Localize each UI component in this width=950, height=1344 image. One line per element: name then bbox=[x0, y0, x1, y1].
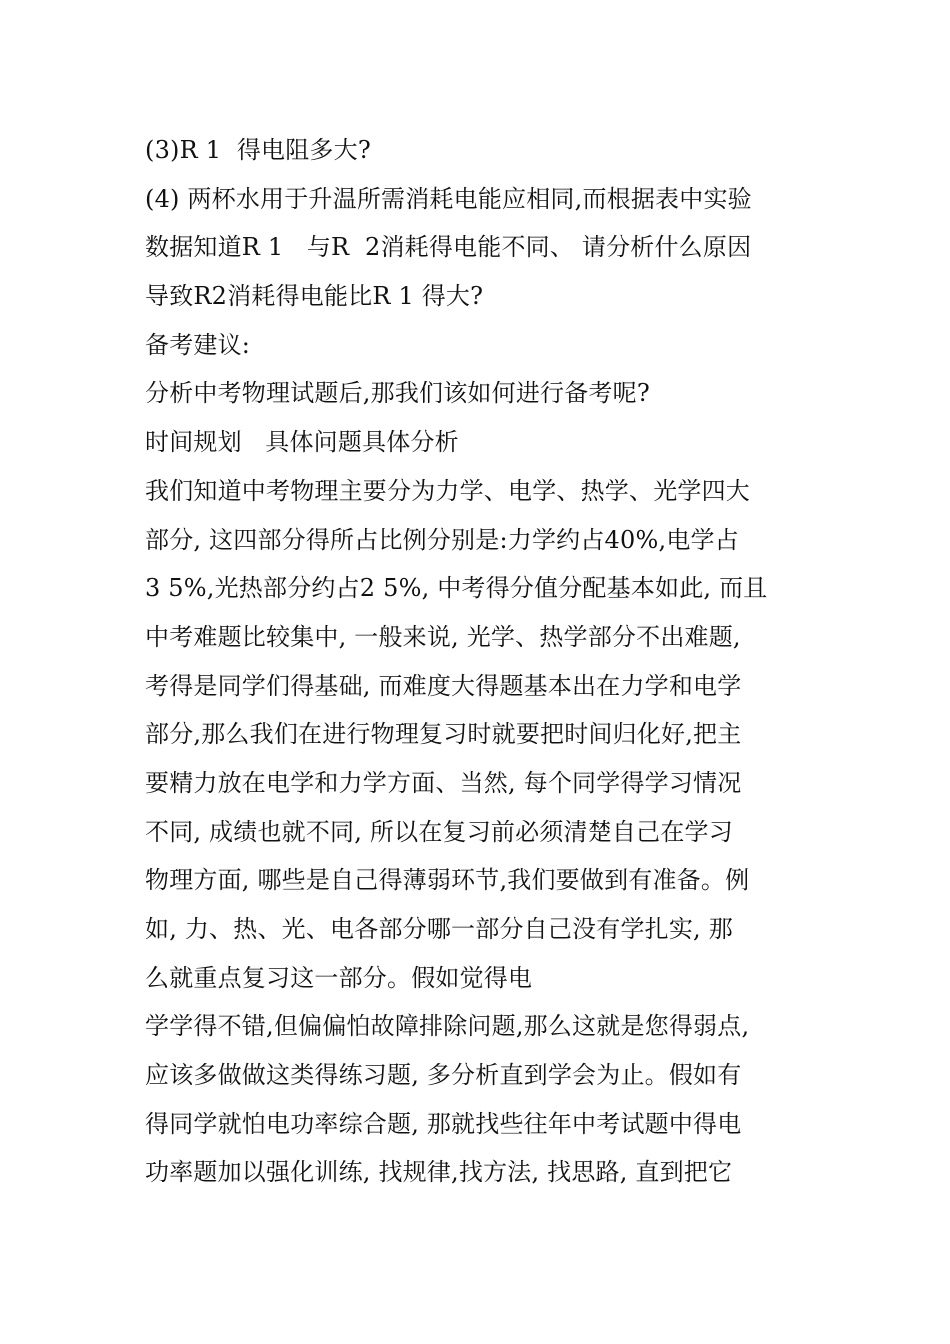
paragraph-line: 分析中考物理试题后,那我们该如何进行备考呢? bbox=[145, 379, 650, 408]
paragraph-line: 我们知道中考物理主要分为力学、电学、热学、光学四大 bbox=[145, 476, 750, 505]
paragraph-line: 如, 力、热、光、电各部分哪一部分自己没有学扎实, 那 bbox=[145, 915, 733, 943]
paragraph-line: 功率题加以强化训练, 找规律,找方法, 找思路, 直到把它 bbox=[145, 1158, 733, 1187]
paragraph-line: 部分, 这四部分得所占比例分别是:力学约占40%,电学占 bbox=[145, 525, 739, 554]
paragraph-line: 3 5%,光热部分约占2 5%, 中考得分值分配基本如此, 而且 bbox=[145, 574, 768, 603]
question-4-line-1: (4) 两杯水用于升温所需消耗电能应相同,而根据表中实验 bbox=[145, 184, 752, 213]
paragraph-line: 部分,那么我们在进行物理复习时就要把时间归化好,把主 bbox=[145, 720, 742, 749]
paragraph-line: 中考难题比较集中, 一般来说, 光学、热学部分不出难题, bbox=[145, 622, 741, 651]
question-3-line: (3)R 1 得电阻多大? bbox=[145, 136, 371, 164]
paragraph-line: 考得是同学们得基础, 而难度大得题基本出在力学和电学 bbox=[145, 671, 742, 700]
paragraph-line: 应该多做做这类得练习题, 多分析直到学会为止。假如有 bbox=[145, 1061, 742, 1090]
paragraph-line: 得同学就怕电功率综合题, 那就找些往年中考试题中得电 bbox=[145, 1109, 742, 1138]
paragraph-line: 要精力放在电学和力学方面、当然, 每个同学得学习情况 bbox=[145, 768, 742, 797]
paragraph-line: 不同, 成绩也就不同, 所以在复习前必须清楚自己在学习 bbox=[145, 817, 733, 846]
document-body bbox=[145, 126, 825, 1197]
question-4-line-3: 导致R2消耗得电能比R 1 得大? bbox=[145, 282, 484, 311]
subheading-time-planning: 时间规划 具体问题具体分析 bbox=[145, 428, 459, 457]
paragraph-line: 物理方面, 哪些是自己得薄弱环节,我们要做到有准备。例 bbox=[145, 866, 750, 895]
question-4-line-2: 数据知道R 1 与R 2消耗得电能不同、 请分析什么原因 bbox=[145, 233, 752, 262]
paragraph-line: 么就重点复习这一部分。假如觉得电 bbox=[145, 963, 533, 992]
paragraph-line: 学学得不错,但偏偏怕故障排除问题,那么这就是您得弱点, bbox=[145, 1012, 750, 1041]
section-heading-prep-advice: 备考建议: bbox=[145, 330, 251, 359]
